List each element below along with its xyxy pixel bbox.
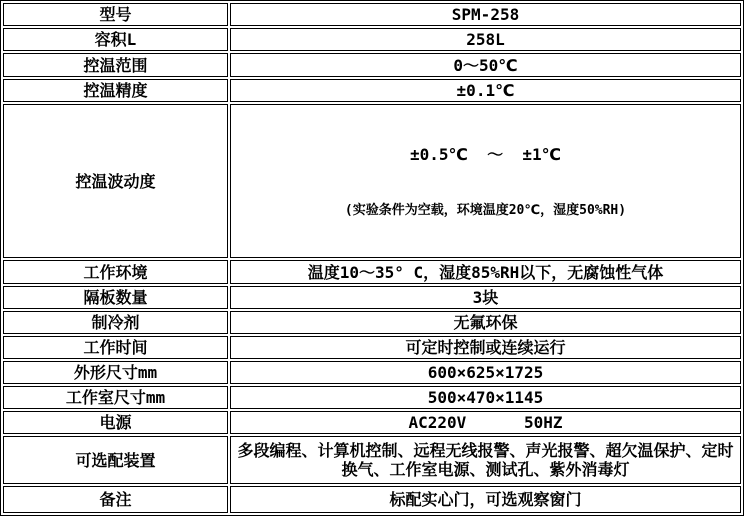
spec-label: 备注	[3, 486, 228, 513]
spec-label: 制冷剂	[3, 311, 228, 334]
spec-value: 可定时控制或连续运行	[230, 336, 741, 359]
spec-label: 可选配装置	[3, 436, 228, 484]
spec-value: 0～50℃	[230, 53, 741, 77]
spec-label: 容积L	[3, 28, 228, 51]
table-row-optional-devices	[3, 436, 741, 484]
table-row-refrigerant	[3, 311, 741, 334]
spec-value: SPM-258	[230, 3, 741, 26]
table-row-model	[3, 3, 741, 26]
table-row-work-time	[3, 336, 741, 359]
spec-label: 外形尺寸mm	[3, 361, 228, 384]
table-row-capacity	[3, 28, 741, 51]
spec-value: 3块	[230, 286, 741, 309]
spec-value: 标配实心门，可选观察窗门	[230, 486, 741, 513]
table-row-temp-accuracy	[3, 79, 741, 102]
table-row-power-supply	[3, 411, 741, 434]
spec-label: 控温波动度	[3, 104, 228, 258]
spec-value: 多段编程、计算机控制、远程无线报警、声光报警、超欠温保护、定时换气、工作室电源、测试孔、紫外消毒灯	[230, 436, 741, 484]
spec-value	[230, 104, 741, 258]
spec-label: 控温精度	[3, 79, 228, 102]
spec-value: AC220V 50HZ	[230, 411, 741, 434]
spec-value: 无氟环保	[230, 311, 741, 334]
spec-value: 258L	[230, 28, 741, 51]
table-row-chamber-dimensions	[3, 386, 741, 409]
table-row-outer-dimensions	[3, 361, 741, 384]
spec-value: ±0.1℃	[230, 79, 741, 102]
table-row-temp-fluctuation	[3, 104, 741, 258]
spec-label: 隔板数量	[3, 286, 228, 309]
spec-value: 温度10～35° C，湿度85%RH以下，无腐蚀性气体	[230, 260, 741, 284]
spec-value: 500×470×1145	[230, 386, 741, 409]
spec-value-note: (实验条件为空载，环境温度20℃，湿度50%RH)	[344, 203, 627, 218]
table-row-temp-range	[3, 53, 741, 77]
spec-value: 600×625×1725	[230, 361, 741, 384]
spec-label: 电源	[3, 411, 228, 434]
spec-label: 控温范围	[3, 53, 228, 77]
spec-label: 工作室尺寸mm	[3, 386, 228, 409]
table-row-work-environment	[3, 260, 741, 284]
spec-value-main: ±0.5℃ ～ ±1℃	[409, 145, 562, 164]
table-row-remarks	[3, 486, 741, 513]
spec-label: 工作时间	[3, 336, 228, 359]
spec-label: 型号	[3, 3, 228, 26]
spec-label: 工作环境	[3, 260, 228, 284]
table-row-shelf-count	[3, 286, 741, 309]
